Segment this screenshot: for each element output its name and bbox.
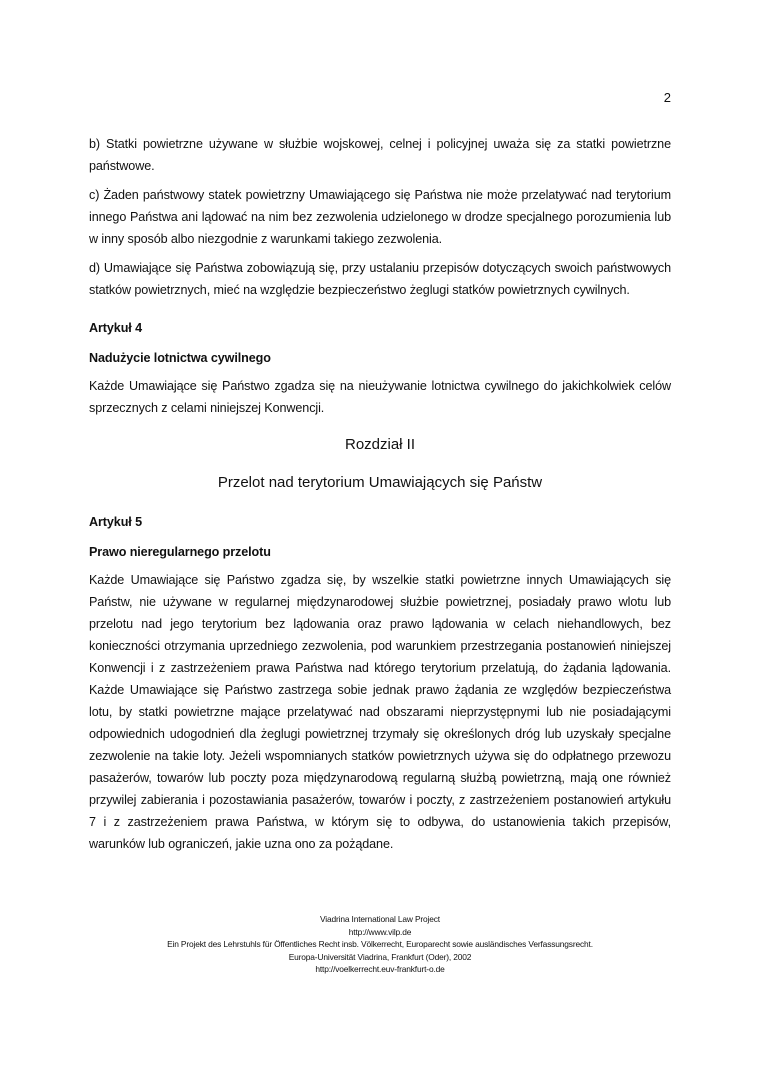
footer-university: Europa-Universität Viadrina, Frankfurt (Oder), 2002 [288, 951, 472, 962]
footer-project-link[interactable]: http://www.vilp.de [348, 926, 412, 937]
article-4-heading: Artykuł 4 [89, 321, 142, 335]
page-number: 2 [663, 90, 671, 105]
page-footer [0, 913, 760, 976]
footer-description: Ein Projekt des Lehrstuhls für Öffentliches Recht insb. Völkerrecht, Europarecht sowie ausländisches Verfassungsrecht. [167, 939, 593, 949]
article-5-text: Każde Umawiające się Państwo zgadza się, by wszelkie statki powietrzne innych Umawiających się Państw, nie używane w regularnej międzynarodowej służbie powietrznej, posiadały prawo wlotu lub przelotu nad jego terytorium bez lądowania oraz prawo lądowania w celach niehandlowych, bez konieczności otrzymania uprzedniego zezwolenia, pod warunkiem przestrzegania postanowień niniejszej Konwencji i z zastrzeżeniem prawa Państwa nad którego terytorium przelatują, do żądania lądowania. Każde Umawiające się Państwo zastrzega sobie jednak prawo żądania ze względów bezpieczeństwa lotu, by statki powietrzne mające przelatywać nad obszarami nieprzystępnymi lub nie posiadającymi odpowiednich udogodnień dla żeglugi powietrznej trzymały się określonych dróg lub uzyskały specjalne zezwolenie na takie loty. Jeżeli wspomnianych statków powietrznych używa się do odpłatnego przewozu pasażerów, towarów lub poczty poza międzynarodową regularną służbą powietrzną, mają one również przywilej zabierania i pozostawiania pasażerów, towarów i poczty, z zastrzeżeniem postanowień artykułu 7 i z zastrzeżeniem prawa Państwa, w którym się to odbywa, do ustanowienia takich przepisów, warunków lub ograniczeń, jakie uzna ono za pożądane. [89, 573, 671, 851]
footer-project-name: Viadrina International Law Project [320, 914, 440, 924]
article-4-text: Każde Umawiające się Państwo zgadza się na nieużywanie lotnictwa cywilnego do jakichkolwiek celów sprzecznych z celami niniejszej Konwencji. [89, 379, 671, 415]
paragraph-c: c) Żaden państwowy statek powietrzny Umawiającego się Państwa nie może przelatywać nad terytorium innego Państwa ani lądować na nim bez zezwolenia udzielonego w drodze specjalnego porozumienia lub w inny sposób albo niezgodnie z warunkami takiego zezwolenia. [89, 188, 671, 246]
paragraph-b: b) Statki powietrzne używane w służbie wojskowej, celnej i policyjnej uważa się za statki powietrzne państwowe. [89, 137, 671, 173]
article-4-title: Nadużycie lotnictwa cywilnego [89, 351, 271, 365]
footer-university-link[interactable]: http://voelkerrecht.euv-frankfurt-o.de [315, 964, 445, 974]
chapter-title: Przelot nad terytorium Umawiających się Państw [217, 474, 543, 491]
article-5-title: Prawo nieregularnego przelotu [89, 545, 271, 559]
paragraph-d: d) Umawiające się Państwa zobowiązują się, przy ustalaniu przepisów dotyczących swoich państwowych statków powietrznych, mieć na względzie bezpieczeństwo żeglugi statków powietrznych cywilnych. [89, 261, 671, 297]
chapter-number: Rozdział II [344, 436, 416, 453]
article-5-heading: Artykuł 5 [89, 515, 142, 529]
document-body [89, 133, 671, 862]
